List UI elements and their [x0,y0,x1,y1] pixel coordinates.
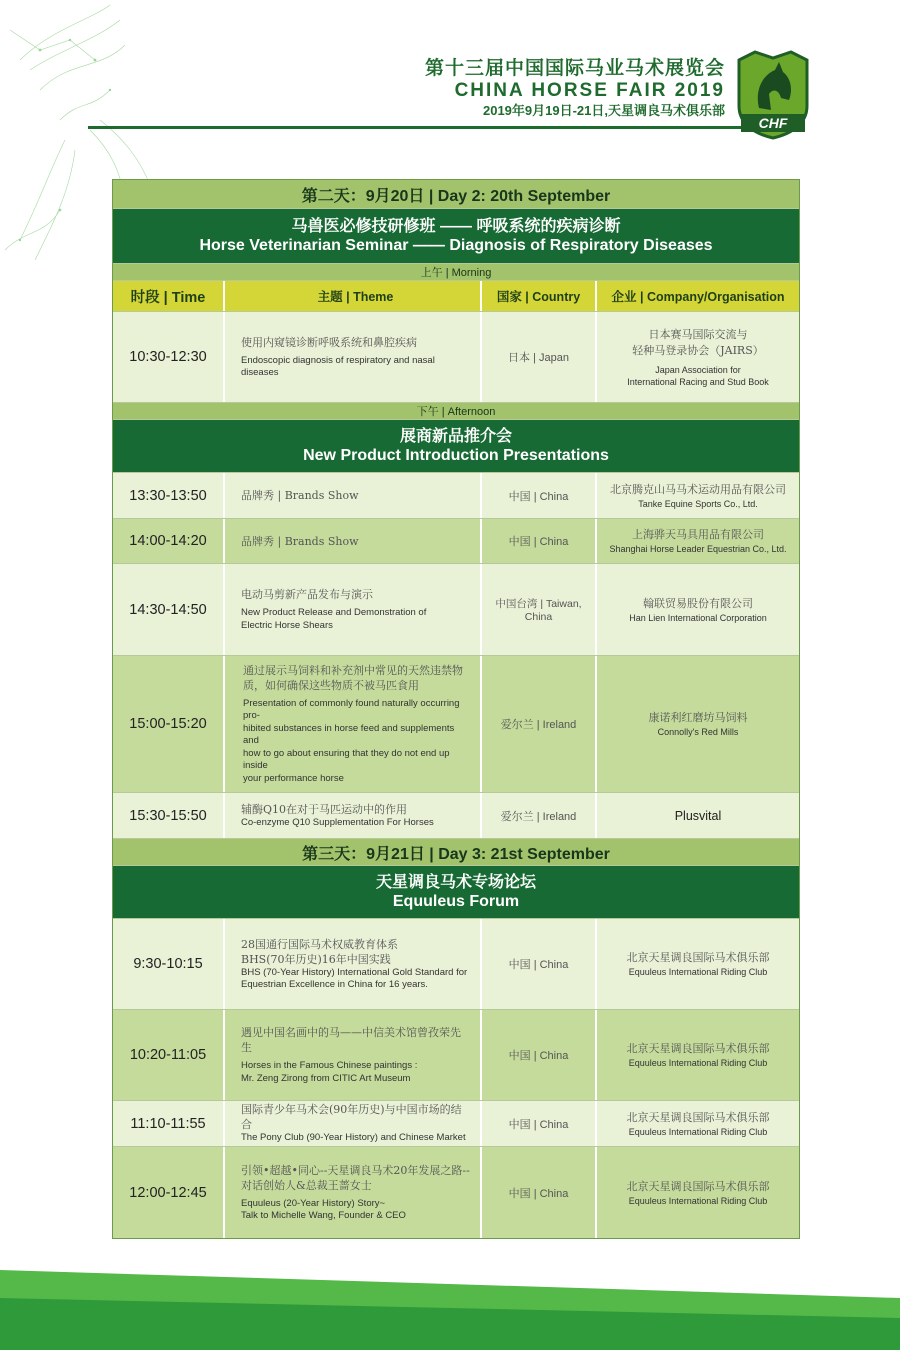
row-country: 中国台湾 | Taiwan, China [480,564,595,655]
table-row [113,563,799,655]
org-en: Equuleus International Riding Club [628,1058,768,1068]
row-time: 14:30-14:50 [129,601,207,618]
org-en: Han Lien International Corporation [629,612,767,623]
table-row [113,1146,799,1238]
table-row [113,1009,799,1100]
schedule-table [112,179,800,1239]
row-country: 中国 | China [480,919,595,1009]
org-cn: 北京天星调良国际马术俱乐部 [626,1042,770,1055]
row-country: 中国 | China [480,1147,595,1238]
theme-cn: 28国通行国际马术权威教育体系 BHS(70年历史)16年中国实践 [241,937,398,966]
theme-en: Co-enzyme Q10 Supplementation For Horses [241,816,434,828]
row-theme [223,656,480,792]
row-theme [223,564,480,655]
event-header [425,58,725,120]
row-theme [223,312,480,402]
theme-en: Presentation of commonly found naturally occurring pro- hibited substances in horse feed and supplements and how to go about ensuring that they do not end up inside your performance horse [243,697,460,784]
row-theme [223,919,480,1009]
org-en: Equuleus International Riding Club [628,1195,768,1206]
row-org [595,312,799,402]
row-org [595,1101,799,1146]
seminar-title-en: Horse Veterinarian Seminar —— Diagnosis of Respiratory Diseases [199,237,713,254]
theme-cn: 辅酶Q10在对于马匹运动中的作用 [241,802,408,816]
row-country: 中国 | China [480,519,595,563]
theme-cn: 通过展示马饲料和补充剂中常见的天然违禁物 质，如何确保这些物质不被马匹食用 [243,663,463,692]
org-en: Japan Association for International Racing and Stud Book [627,364,769,387]
theme-en: New Product Release and Demonstration of Electric Horse Shears [241,607,427,631]
row-org [595,1147,799,1238]
row-time: 13:30-13:50 [129,487,207,504]
table-row [113,472,799,518]
row-theme [223,519,480,563]
afternoon-label: 下午 | Afternoon [113,402,799,419]
row-org [595,473,799,518]
row-theme [223,1101,480,1146]
org-en: Connolly's Red Mills [657,727,739,737]
row-time: 10:30-12:30 [129,349,207,365]
org-cn: 北京腾克山马马术运动用品有限公司 [610,482,786,496]
org-plain: Plusvital [674,808,722,823]
row-org [595,793,799,838]
product-title [113,419,799,472]
row-country: 爱尔兰 | Ireland [480,656,595,792]
row-theme [223,1010,480,1100]
row-time: 12:00-12:45 [129,1184,207,1201]
day2-heading: 第二天：9月20日 | Day 2: 20th September [113,180,799,208]
seminar-title [113,208,799,263]
col-time: 时段 | Time [130,289,206,306]
row-org [595,1010,799,1100]
day3-heading: 第三天：9月21日 | Day 3: 21st September [113,838,799,865]
product-title-en: New Product Introduction Presentations [303,447,609,464]
theme-en: BHS (70-Year History) International Gold Standard for Equestrian Excellence in China for 16 years. [241,966,468,990]
theme-cn: 电动马剪新产品发布与演示 [241,588,373,601]
table-row [113,918,799,1009]
row-theme [223,473,480,518]
row-country: 中国 | China [480,1101,595,1146]
logo-text: CHF [758,115,788,131]
seminar-title-cn: 马兽医必修技研修班 —— 呼吸系统的疾病诊断 [291,218,621,235]
theme-en: The Pony Club (90-Year History) and Chinese Market [241,1132,466,1144]
row-theme [223,1147,480,1238]
theme-en: Equuleus (20-Year History) Story~ Talk to Michelle Wang, Founder & CEO [241,1197,406,1221]
theme-cn: 引领•超越•同心--天星调良马术20年发展之路-- 对话创始人&总裁王蔷女士 [241,1163,470,1192]
table-row [113,311,799,402]
theme-cn: 遇见中国名画中的马——中信美术馆曾孜荣先生 [241,1026,461,1054]
row-country: 爱尔兰 | Ireland [480,793,595,838]
org-cn: 北京天星调良国际马术俱乐部 [626,951,770,964]
table-row [113,1100,799,1146]
col-theme: 主题 | Theme [223,281,480,311]
org-cn: 康诺利红磨坊马饲料 [648,711,748,724]
row-country: 日本 | Japan [480,312,595,402]
event-title-cn: 第十三届中国国际马业马术展览会 [424,58,725,79]
org-cn: 北京天星调良国际马术俱乐部 [626,1179,770,1193]
org-cn: 翰联贸易股份有限公司 [643,596,753,610]
forum-title-cn: 天星调良马术专场论坛 [375,874,536,891]
row-theme [223,793,480,838]
row-time: 15:00-15:20 [129,716,207,732]
theme-cn: 品牌秀 | Brands Show [241,489,359,502]
row-org [595,919,799,1009]
table-row [113,792,799,838]
forum-title [113,865,799,918]
row-org [595,519,799,563]
row-time: 15:30-15:50 [129,807,207,824]
org-cn: 日本赛马国际交流与 轻种马登录协会（JAIRS） [632,327,764,357]
theme-cn: 品牌秀 | Brands Show [241,534,359,548]
row-time: 14:00-14:20 [129,533,207,549]
row-country: 中国 | China [480,473,595,518]
org-cn: 北京天星调良国际马术俱乐部 [626,1110,770,1124]
org-en: Shanghai Horse Leader Equestrian Co., Ltd. [609,544,787,554]
forum-title-en: Equuleus Forum [392,893,520,910]
bottom-green-band [0,1270,900,1350]
event-title-en: CHINA HORSE FAIR 2019 [454,80,725,101]
theme-en: Endoscopic diagnosis of respiratory and nasal diseases [241,354,435,378]
row-country: 中国 | China [480,1010,595,1100]
theme-cn: 使用内窥镜诊断呼吸系统和鼻腔疾病 [241,335,417,349]
theme-cn: 国际青少年马术会(90年历史)与中国市场的结合 [241,1103,462,1132]
theme-en: Horses in the Famous Chinese paintings : Mr. Zeng Zirong from CITIC Art Museum [241,1060,418,1084]
column-headers [113,280,799,311]
col-company: 企业 | Company/Organisation [595,281,799,311]
row-time: 9:30-10:15 [133,956,203,972]
morning-label: 上午 | Morning [113,263,799,280]
chf-logo [733,48,813,140]
table-row [113,655,799,792]
table-row [113,518,799,563]
event-date: 2019年9月19日-21日,天星调良马术俱乐部 [482,103,725,118]
org-en: Tanke Equine Sports Co., Ltd. [638,498,758,509]
col-country: 国家 | Country [480,281,595,311]
row-org [595,564,799,655]
header-divider [88,126,766,129]
org-en: Equuleus International Riding Club [628,1126,768,1137]
org-en: Equuleus International Riding Club [628,967,768,977]
org-cn: 上海骅天马具用品有限公司 [632,528,764,541]
row-time: 10:20-11:05 [129,1047,207,1063]
row-time: 11:10-11:55 [130,1115,206,1132]
row-org [595,656,799,792]
product-title-cn: 展商新品推介会 [399,428,512,445]
